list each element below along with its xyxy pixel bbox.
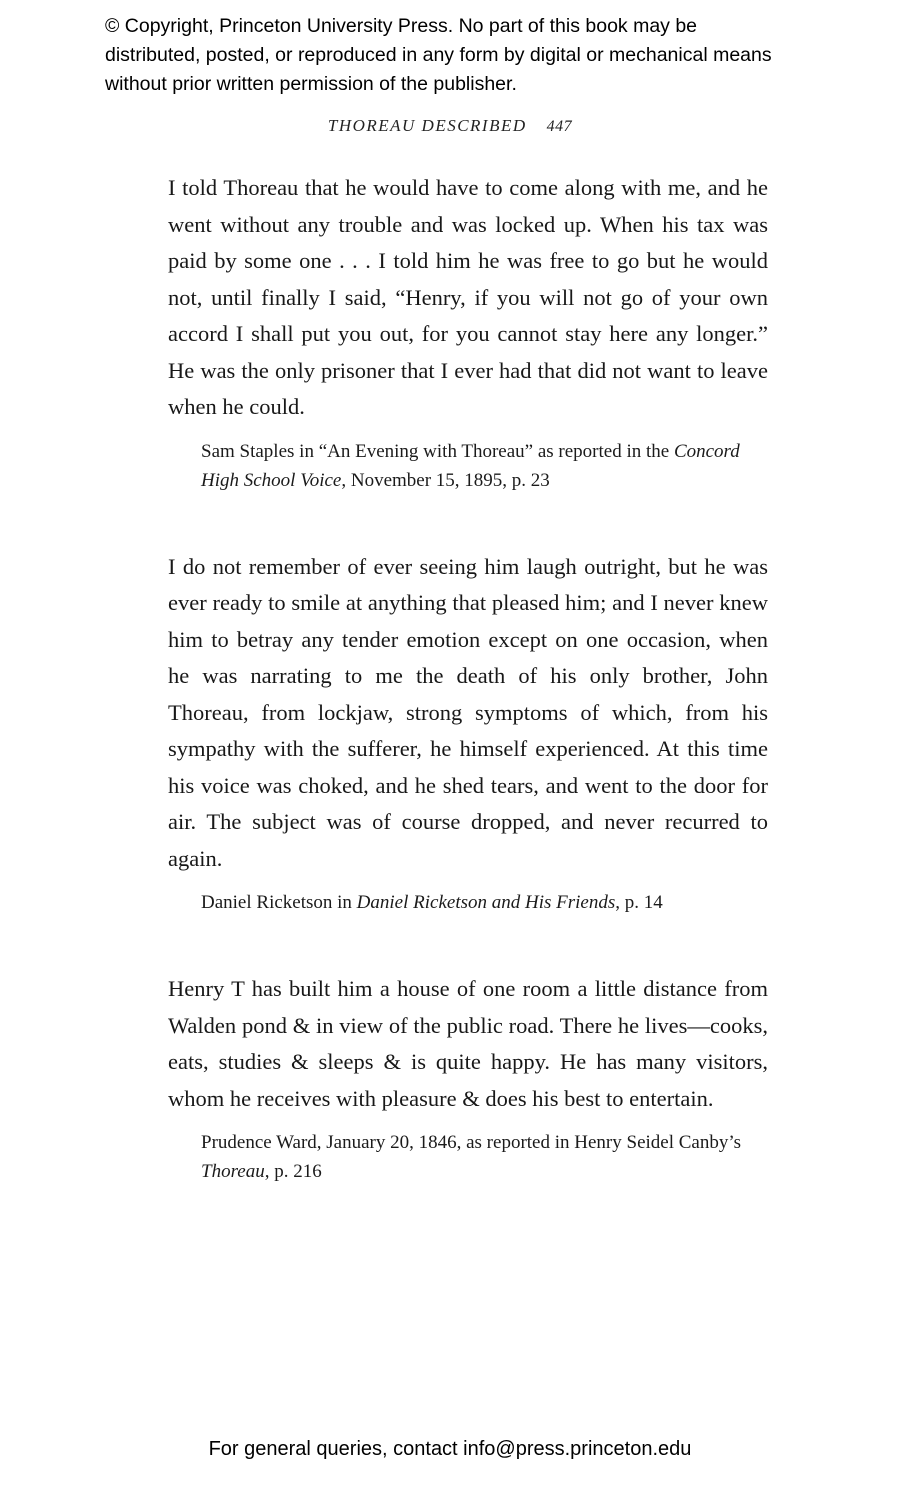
quote-attribution	[201, 437, 749, 495]
running-head-title: THOREAU DESCRIBED	[327, 116, 527, 135]
attribution-text: , p. 216	[264, 1161, 322, 1182]
quote-attribution	[201, 1128, 749, 1186]
quote-attribution	[201, 888, 749, 917]
page-content	[168, 170, 768, 1186]
attribution-text: , p. 14	[615, 892, 663, 913]
quote-text: I do not remember of ever seeing him laugh outright, but he was ever ready to smile at anything that pleased him; and I never knew him to betray any tender emotion except on one occasion, when he was narrating to me the death of his only brother, John Thoreau, from lockjaw, strong symptoms of which, from his sympathy with the sufferer, he himself experienced. At this time his voice was choked, and he shed tears, and went to the door for air. The subject was of course dropped, and never recurred to again.	[168, 553, 768, 871]
book-page	[0, 12, 900, 1460]
attribution-text: Daniel Ricketson in	[201, 892, 357, 913]
attribution-text: Sam Staples in “An Evening with Thoreau” as reported in the	[201, 440, 674, 462]
footer-contact-line: For general queries, contact info@press.princeton.edu	[208, 1438, 692, 1460]
quote-block-1	[168, 170, 768, 495]
quote-block-2	[168, 549, 768, 918]
running-head-page-number: 447	[546, 118, 573, 135]
attribution-text: , November 15, 1895, p. 23	[341, 469, 550, 491]
attribution-source-title: Thoreau	[201, 1161, 265, 1182]
quote-block-3	[168, 971, 768, 1186]
quote-text: Henry T has built him a house of one room a little distance from Walden pond & in view of the public road. There he lives—cooks, eats, studies & sleeps & is quite happy. He has many visitors, whom he receives with pleasure & does his best to entertain.	[168, 976, 768, 1111]
attribution-source-title: Concord High School Voice	[201, 440, 740, 491]
attribution-text: Prudence Ward, January 20, 1846, as reported in Henry Seidel Canby’s	[201, 1132, 742, 1153]
attribution-source-title: Daniel Ricketson and His Friends	[356, 892, 616, 913]
quote-text: I told Thoreau that he would have to come along with me, and he went without any trouble and was locked up. When his tax was paid by some one . . . I told him he was free to go but he would not, until finally I said, “Henry, if you will not go of your own accord I shall put you out, for you cannot stay here any longer.” He was the only prisoner that I ever had that did not want to leave when he could.	[168, 175, 768, 419]
copyright-notice: © Copyright, Princeton University Press. No part of this book may be distributed, posted, or reproduced in any form by digital or mechanical means without prior written permission of the publisher.	[105, 15, 772, 95]
running-head	[0, 116, 900, 136]
